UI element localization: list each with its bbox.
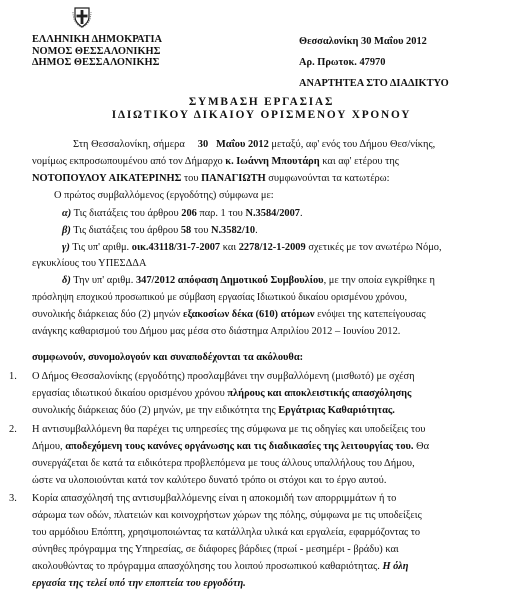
item-2-number: 2. — [9, 424, 17, 435]
item-3-line-1: Κορία απασχόλησή της αντισυμβαλλόμενης είναι η αποκομιδή των απορριμμάτων ή το — [32, 493, 397, 504]
item-1-line-1: Ο Δήμος Θεσσαλονίκης (εργοδότης) προσλαμβάνει την συμβαλλόμενη (μισθωτό) με σχέση — [32, 371, 415, 382]
posting-notice: ΑΝΑΡΤΗΤΕΑ ΣΤΟ ΔΙΑΔΙΚΤΥΟ — [299, 78, 449, 89]
intro-line-1: Στη Θεσσαλονίκη, σήμερα 30 Μαΐου 2012 μεταξύ, αφ' ενός του Δήμου Θεσ/νίκης, — [73, 139, 436, 150]
law-d: δ) Την υπ' αριθμ. 347/2012 απόφαση Δημοτικού Συμβουλίου, με την οποία εγκρίθηκε η — [62, 275, 435, 286]
agreement-line: συμφωνούν, συνομολογούν και συναποδέχονται τα ακόλουθα: — [32, 352, 304, 363]
authority-line-prefecture: ΝΟΜΟΣ ΘΕΣΣΑΛΟΝΙΚΗΣ — [32, 45, 161, 57]
greek-republic-emblem — [72, 6, 92, 28]
item-3-line-2: σάρωμα των οδών, πλατειών και κοινοχρήστων χώρων της πόλης, σύμφωνα με τις υποδείξεις — [32, 510, 422, 521]
protocol-number: Αρ. Πρωτοκ. 47970 — [299, 57, 386, 68]
law-d-line-3: συνολικής διάρκειας δύο (2) μηνών εξακοσίων δέκα (610) ατόμων ενόψει της κατεπείγουσας — [32, 309, 426, 320]
intro-line-2: νομίμως εκπροσωπουμένου από τον Δήμαρχο κ. Ιωάννη Μπουτάρη και αφ' ετέρου της — [32, 156, 399, 167]
law-d-line-2: πρόσληψη εποχικού προσωπικού με σύμβαση εργασίας Ιδιωτικού δικαίου ορισμένου χρόνου, — [32, 292, 407, 303]
intro-line-3: ΝΟΤΟΠΟΥΛΟΥ ΑΙΚΑΤΕΡΙΝΗΣ του ΠΑΝΑΓΙΩΤΗ συμφωνούνται τα κατωτέρω: — [32, 173, 390, 184]
authority-line-municipality: ΔΗΜΟΣ ΘΕΣΣΑΛΟΝΙΚΗΣ — [32, 57, 160, 68]
item-1-line-2: εργασίας ιδιωτικού δικαίου ορισμένου χρόνου πλήρους και αποκλειστικής απασχόλησης — [32, 388, 412, 399]
document-date: Θεσσαλονίκη 30 Μαΐου 2012 — [299, 36, 427, 47]
item-2-line-3: συνεργάζεται δε κατά τα ειδικότερα προβλεπόμενα με τους άλλους υπαλλήλους του Δήμου, — [32, 458, 415, 469]
title-line-2: ΙΔΙΩΤΙΚΟΥ ΔΙΚΑΙΟΥ ΟΡΙΣΜΕΝΟΥ ΧΡΟΝΟΥ — [111, 109, 412, 121]
item-3-number: 3. — [9, 493, 17, 504]
item-2-line-4: ώστε να υλοποιούνται κατά τον καλύτερο δυνατό τρόπο οι στόχοι και το έργο αυτού. — [32, 475, 387, 486]
authority-block — [32, 34, 162, 69]
title-line-1: ΣΥΜΒΑΣΗ ΕΡΓΑΣΙΑΣ — [188, 96, 335, 108]
item-3-line-3: του αρμόδιου Επόπτη, χρησιμοποιώντας τα κατάλληλα υλικά και εργαλεία, εφαρμόζοντας το — [32, 527, 421, 538]
item-3-line-6: εργασία της τελεί υπό την εποπτεία του εργοδότη. — [32, 578, 246, 589]
item-1-number: 1. — [9, 371, 17, 382]
employer-line: Ο πρώτος συμβαλλόμενος (εργοδότης) σύμφωνα με: — [54, 190, 274, 201]
item-2-line-1: Η αντισυμβαλλόμενη θα παρέχει τις υπηρεσίες της σύμφωνα με τις οδηγίες και υποδείξεις του — [32, 424, 426, 435]
item-3-line-4: σύνηθες πρόγραμμα της Υπηρεσίας, σε διάφορες βάρδιες (πρωί - μεσημέρι - βράδυ) και — [32, 544, 399, 555]
item-1-line-3: συνολικής διάρκειας δύο (2) μηνών, με την ειδικότητα της Εργάτριας Καθαριότητας. — [32, 405, 395, 416]
law-b: β) Τις διατάξεις του άρθρου 58 του Ν.3582/10. — [62, 225, 258, 236]
law-c: γ) Τις υπ' αριθμ. οικ.43118/31-7-2007 και 2278/12-1-2009 σχετικές με τον ανωτέρω Νόμο, — [62, 242, 442, 253]
law-d-line-4: ανάγκης καθαρισμού του Δήμου μας μέσα στο διάστημα Απριλίου 2012 – Ιουνίου 2012. — [32, 326, 401, 337]
authority-line-republic: ΕΛΛΗΝΙΚΗ ΔΗΜΟΚΡΑΤΙΑ — [32, 34, 163, 45]
law-a: α) Τις διατάξεις του άρθρου 206 παρ. 1 του Ν.3584/2007. — [62, 208, 303, 219]
law-c-cont: εγκυκλίους του ΥΠΕΣΔΔΑ — [32, 258, 147, 269]
item-2-line-2: Δήμου, αποδεχόμενη τους κανόνες οργάνωσης και τις διαδικασίες της λειτουργίας του. Θα — [32, 441, 430, 452]
item-3-line-5: ακολουθώντας το πρόγραμμα απασχόλησης του λοιπού προσωπικού καθαριότητας. Η όλη — [32, 561, 409, 572]
